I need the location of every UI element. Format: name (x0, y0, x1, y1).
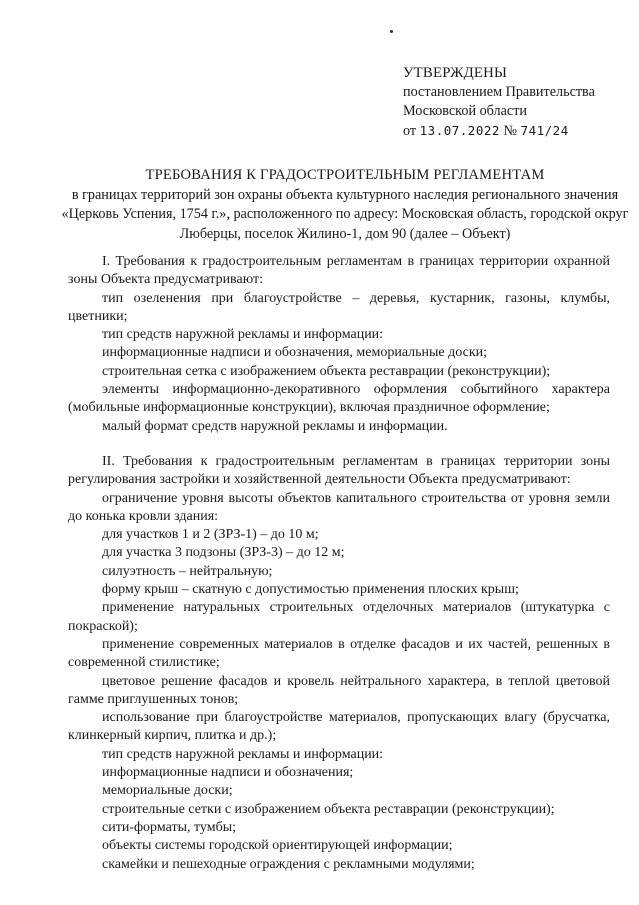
section-1-item: малый формат средств наружной рекламы и информации. (102, 418, 448, 434)
section-2-heading: II. Требования к градостроительным регламентам в границах территории зоны регулирования застройки и хозяйственной деятельности Объекта предусматривают: (68, 453, 610, 488)
approval-date-line (403, 121, 595, 141)
section-1-item: элементы информационно-декоративного оформления событийного характера (мобильные информационные конструкции), включая праздничное оформление; (68, 382, 610, 416)
section-1-item: строительная сетка с изображением объекта реставрации (реконструкции); (102, 363, 551, 379)
section-2-item: сити-форматы, тумбы; (102, 819, 237, 835)
section-2-item: информационные надписи и обозначения; (102, 765, 354, 781)
scan-speck (390, 30, 393, 33)
section-2-item: тип средств наружной рекламы и информации: (102, 746, 384, 762)
section-1-heading: I. Требования к градостроительным регламентам в границах территории охранной зоны Объекта предусматривают: (68, 254, 610, 288)
approval-stamp (403, 64, 595, 141)
section-2-item: форму крыш – скатную с допустимостью применения плоских крыш; (102, 582, 519, 598)
section-2-item: скамейки и пешеходные ограждения с рекламными модулями; (102, 856, 475, 872)
approval-line-2: Московской области (403, 103, 528, 119)
section-2-item: мемориальные доски; (102, 783, 233, 799)
section-2-item: применение натуральных строительных отделочных материалов (штукатурка с покраской); (68, 600, 610, 634)
section-2-item: для участков 1 и 2 (ЗРЗ-1) – до 10 м; (102, 527, 319, 543)
section-2-item: цветовое решение фасадов и кровель нейтрального характера, в теплой цветовой гамме приглушенных тонов; (68, 673, 610, 707)
section-spacer (68, 436, 610, 453)
section-2-item: силуэтность – нейтральную; (102, 563, 273, 579)
section-2-item: для участка 3 подзоны (ЗРЗ-3) – до 12 м; (102, 545, 345, 561)
approval-line-1: постановлением Правительства (403, 84, 595, 100)
section-2-item: использование при благоустройстве материалов, пропускающих влагу (брусчатка, клинкерный кирпич, плитка и др.); (68, 710, 610, 744)
section-1-item: информационные надписи и обозначения, мемориальные доски; (102, 345, 488, 361)
approval-date: 13.07.2022 (419, 123, 500, 138)
document-body (68, 253, 610, 874)
section-1-item: тип озеленения при благоустройстве – деревья, кустарник, газоны, клумбы, цветники; (68, 290, 610, 324)
title-subtitle: в границах территорий зон охраны объекта культурного наследия регионального значения «Церковь Успения, 1754 г.», расположенного по адресу: Московская область, городской округ Люберцы, поселок Жилино-1, дом 90 (далее – Объект) (61, 186, 629, 242)
section-2-item: строительные сетки с изображением объекта реставрации (реконструкции); (102, 801, 555, 817)
document-title (60, 166, 630, 244)
section-1-item: тип средств наружной рекламы и информации: (102, 327, 384, 343)
approval-heading: УТВЕРЖДЕНЫ (403, 65, 508, 81)
section-2-item: объекты системы городской ориентирующей информации; (102, 838, 453, 854)
section-2-item: применение современных материалов в отделке фасадов и их частей, решенных в современной стилистике; (68, 636, 610, 671)
section-2-item: ограничение уровня высоты объектов капитального строительства от уровня земли до конька кровли здания: (68, 490, 610, 524)
approval-number-label: № (503, 123, 518, 139)
approval-from-label: от (403, 123, 417, 139)
title-main: ТРЕБОВАНИЯ К ГРАДОСТРОИТЕЛЬНЫМ РЕГЛАМЕНТАМ (145, 167, 545, 183)
approval-number: 741/24 (520, 123, 569, 138)
